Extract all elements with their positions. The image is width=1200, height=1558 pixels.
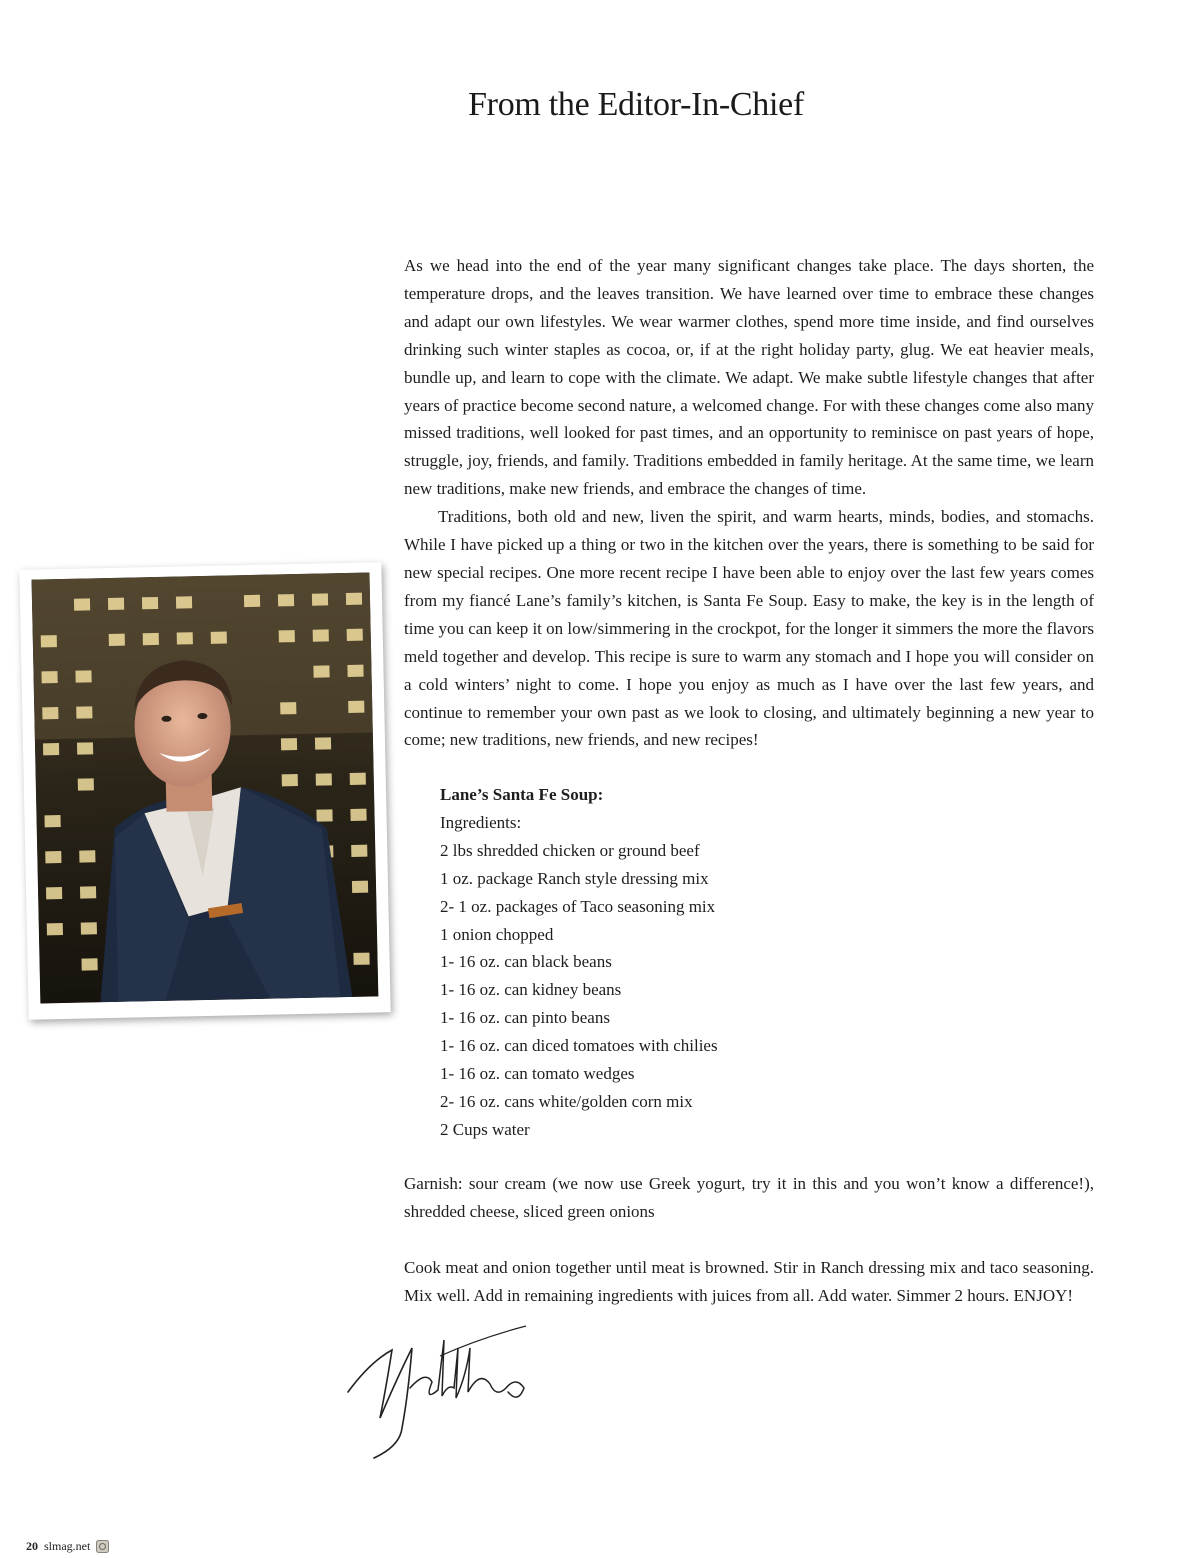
building-window <box>313 629 329 641</box>
ingredient-item: 2- 16 oz. cans white/golden corn mix <box>440 1091 693 1111</box>
building-window <box>316 773 332 785</box>
letter-paragraph-1: As we head into the end of the year many significant changes take place. The days shorten, the temperature drops, and the leaves transition. We have learned over time to embrace these changes and adapt our own lifestyles. We wear warmer clothes, spend more time inside, and find ourselves drinking such winter staples as cocoa, or, if at the right holiday party, glug. We eat heavier meals, bundle up, and learn to cope with the climate. We adapt. We make subtle lifestyle changes that after years of practice become second nature, a welcomed change. For with these changes come also many missed traditions, well looked for past times, and an opportunity to reminisce on past years of hope, struggle, joy, friends, and family. Traditions embedded in family heritage. At the same time, we learn new traditions, make new friends, and embrace the changes of time. <box>404 256 1094 499</box>
building-window <box>108 598 124 610</box>
building-window <box>315 737 331 749</box>
ingredient-item: 1- 16 oz. can tomato wedges <box>440 1064 635 1084</box>
building-window <box>281 738 297 750</box>
page-footer <box>26 1539 109 1554</box>
building-window <box>43 743 59 755</box>
ingredient-item: 1 onion chopped <box>440 924 554 944</box>
building-window <box>351 845 367 857</box>
building-window <box>41 671 57 683</box>
building-window <box>143 633 159 645</box>
building-window <box>142 597 158 609</box>
ingredient-item: 1 oz. package Ranch style dressing mix <box>440 868 709 888</box>
building-window <box>109 634 125 646</box>
building-window <box>350 773 366 785</box>
ingredient-item: 2- 1 oz. packages of Taco seasoning mix <box>440 896 716 916</box>
recipe-garnish: Garnish: sour cream (we now use Greek yogurt, try it in this and you won’t know a difference!), shredded cheese, sliced green onions <box>404 1174 1094 1221</box>
letter-body <box>404 252 1094 754</box>
building-window <box>74 598 90 610</box>
building-window <box>77 742 93 754</box>
building-window <box>350 809 366 821</box>
magazine-emblem-icon <box>96 1540 109 1553</box>
recipe-title: Lane’s Santa Fe Soup: <box>440 785 604 804</box>
editor-signature <box>340 1318 540 1463</box>
building-window <box>44 815 60 827</box>
building-window <box>81 922 97 934</box>
editor-photo-frame <box>19 562 390 1019</box>
building-window <box>75 670 91 682</box>
building-window <box>176 596 192 608</box>
building-window <box>78 778 94 790</box>
ingredient-item: 1- 16 oz. can kidney beans <box>440 980 622 1000</box>
ingredients-label: Ingredients: <box>440 812 522 832</box>
ingredient-item: 2 Cups water <box>440 1119 530 1139</box>
letter-paragraph-2: Traditions, both old and new, liven the spirit, and warm hearts, minds, bodies, and stomachs. While I have picked up a thing or two in the kitchen over the years, there is something to be said for new special recipes. One more recent recipe I have been able to enjoy over the last few years comes from my fiancé Lane’s family’s kitchen, is Santa Fe Soup. Easy to make, the key is in the length of time you can keep it on low/simmering in the crockpot, for the longer it simmers the more the flavors meld together and develop. This recipe is sure to warm any stomach and I hope you will consider on a cold winters’ night to come. I hope you enjoy as much as I have over the last few years, and continue to remember your own past as we look to closing, and ultimately beginning a new year to come; new traditions, new friends, and new recipes! <box>404 507 1094 750</box>
building-window <box>316 809 332 821</box>
building-window <box>347 629 363 641</box>
building-window <box>348 701 364 713</box>
building-window <box>45 851 61 863</box>
building-window <box>346 593 362 605</box>
ingredient-item: 1- 16 oz. can diced tomatoes with chilies <box>440 1036 718 1056</box>
building-window <box>76 706 92 718</box>
building-window <box>47 923 63 935</box>
building-window <box>79 850 95 862</box>
building-window <box>177 632 193 644</box>
editor-portrait-photo <box>32 573 379 1004</box>
site-name: slmag.net <box>44 1539 91 1553</box>
building-window <box>278 594 294 606</box>
building-window <box>80 886 96 898</box>
building-window <box>46 887 62 899</box>
building-window <box>313 665 329 677</box>
building-window <box>42 707 58 719</box>
building-window <box>280 702 296 714</box>
building-window <box>352 881 368 893</box>
building-window <box>353 953 369 965</box>
building-window <box>347 665 363 677</box>
ingredient-item: 2 lbs shredded chicken or ground beef <box>440 840 700 860</box>
building-window <box>244 595 260 607</box>
building-window <box>81 958 97 970</box>
page-title: From the Editor-In-Chief <box>468 86 804 123</box>
recipe-instructions: Cook meat and onion together until meat is browned. Stir in Ranch dressing mix and taco seasoning. Mix well. Add in remaining ingredients with juices from all. Add water. Simmer 2 hours. ENJOY! <box>404 1258 1094 1305</box>
building-window <box>279 630 295 642</box>
ingredient-item: 1- 16 oz. can pinto beans <box>440 1008 610 1028</box>
building-window <box>211 632 227 644</box>
building-window <box>312 593 328 605</box>
page-number: 20 <box>26 1539 38 1553</box>
ingredient-item: 1- 16 oz. can black beans <box>440 952 612 972</box>
recipe-block <box>440 781 940 1144</box>
ingredients-list <box>440 837 940 1144</box>
building-window <box>282 774 298 786</box>
building-window <box>41 635 57 647</box>
